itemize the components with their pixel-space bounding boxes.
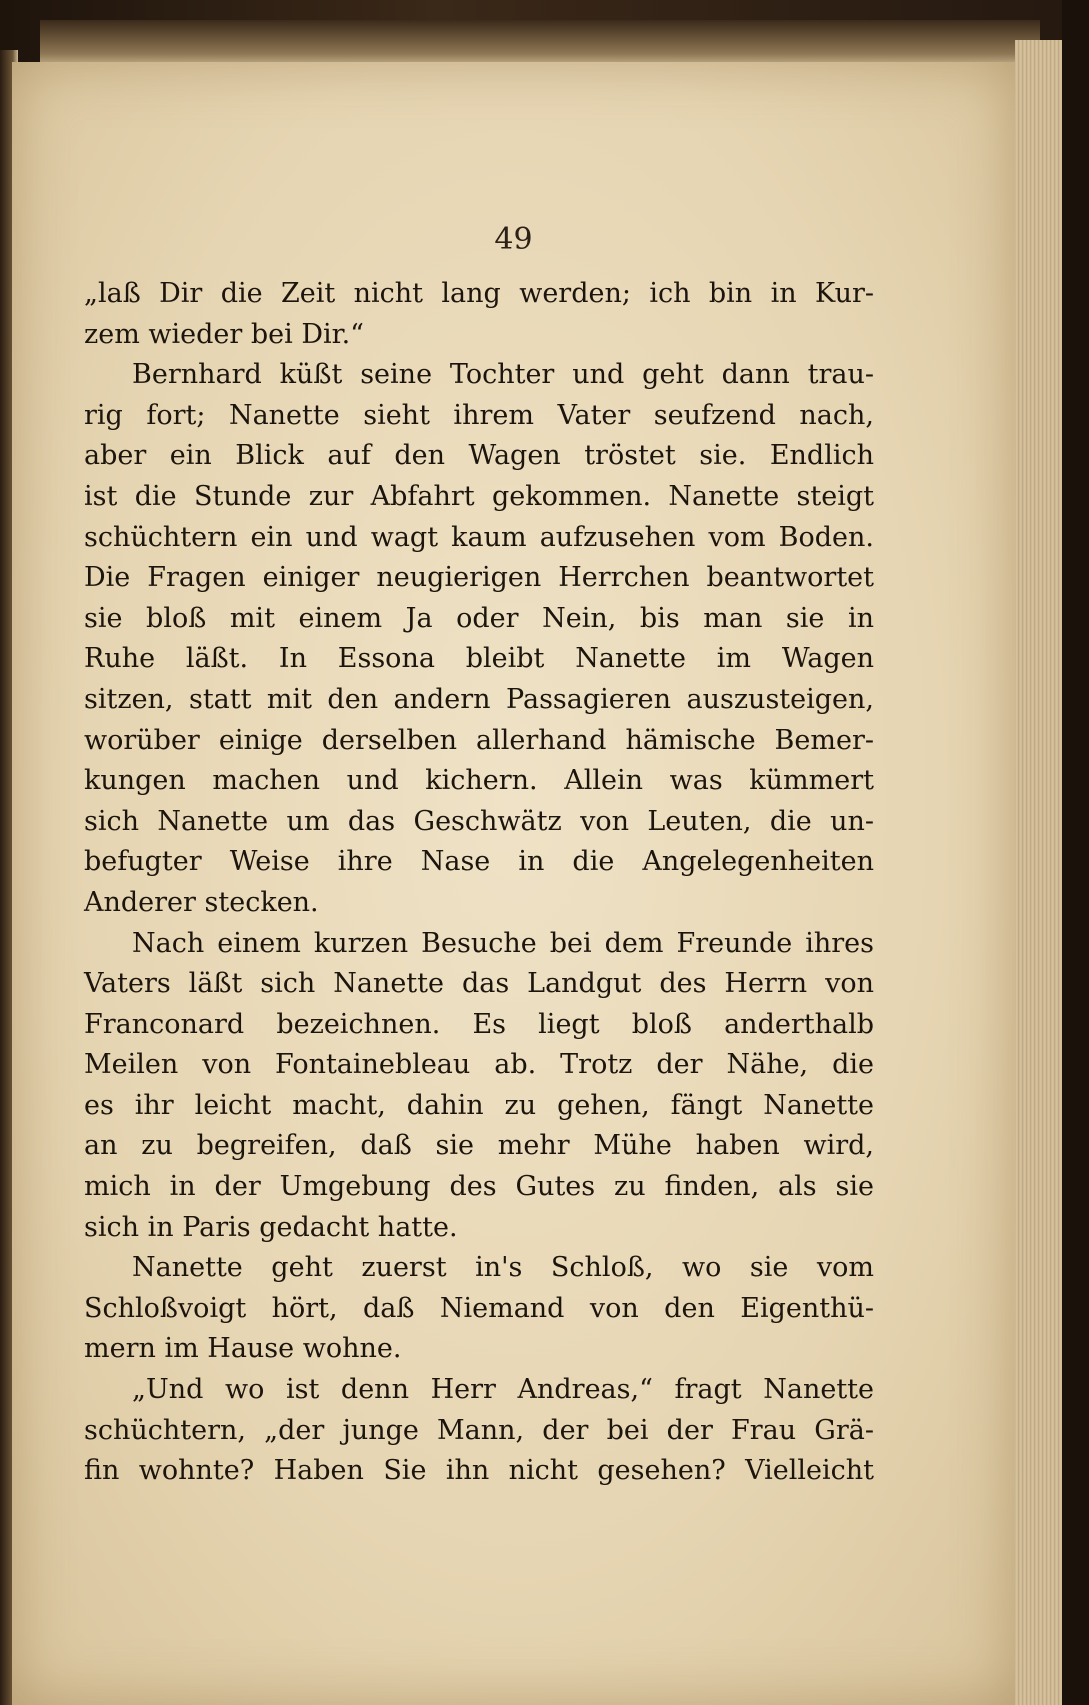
text-line: Schloßvoigt hört, daß Niemand von den Eigenthü- [84,1292,874,1324]
book-page [12,62,1015,1705]
text-line: mich in der Umgebung des Gutes zu finden, als sie [84,1171,874,1203]
page-number: 49 [494,222,533,257]
page-text [84,274,874,1492]
text-line: es ihr leicht macht, dahin zu gehen, fängt Nanette [84,1089,874,1121]
text-line: sie bloß mit einem Ja oder Nein, bis man sie in [84,602,874,634]
text-line: Ruhe läßt. In Essona bleibt Nanette im Wagen [84,643,874,675]
text-line: „laß Dir die Zeit nicht lang werden; ich bin in Kur- [84,278,874,309]
book-top-edge [40,20,1040,68]
book-spine-shadow [1062,0,1089,1705]
text-line: Franconard bezeichnen. Es liegt bloß anderthalb [84,1008,874,1040]
text-line: Vaters läßt sich Nanette das Landgut des Herrn von [84,968,874,1000]
text-line: Meilen von Fontainebleau ab. Trotz der Nähe, die [84,1049,874,1081]
text-line: „Und wo ist denn Herr Andreas,“ fragt Nanette [132,1374,874,1406]
text-line: worüber einige derselben allerhand hämische Bemer- [84,724,874,756]
text-line: an zu begreifen, daß sie mehr Mühe haben wird, [84,1130,874,1162]
text-line: sich in Paris gedacht hatte. [84,1211,458,1243]
text-line: schüchtern ein und wagt kaum aufzusehen vom Boden. [84,521,874,553]
text-line: schüchtern, „der junge Mann, der bei der Frau Grä- [84,1414,874,1446]
text-line: Nach einem kurzen Besuche bei dem Freunde ihres [132,927,874,959]
text-line: Die Fragen einiger neugierigen Herrchen beantwortet [84,562,874,594]
text-line: sitzen, statt mit den andern Passagieren auszusteigen, [84,683,874,715]
text-line: Nanette geht zuerst in's Schloß, wo sie vom [132,1252,874,1284]
text-line: Bernhard küßt seine Tochter und geht dann trau- [132,359,874,391]
text-line: befugter Weise ihre Nase in die Angelegenheiten [84,846,874,878]
text-line: kungen machen und kichern. Allein was kümmert [84,765,874,797]
text-line: rig fort; Nanette sieht ihrem Vater seufzend nach, [84,399,874,431]
text-line: aber ein Blick auf den Wagen tröstet sie. Endlich [84,440,874,472]
text-line: ist die Stunde zur Abfahrt gekommen. Nanette steigt [84,480,874,512]
text-line: Anderer stecken. [84,886,319,918]
text-line: zem wieder bei Dir.“ [84,318,364,350]
text-line: fin wohnte? Haben Sie ihn nicht gesehen? Vielleicht [84,1455,874,1487]
text-line: sich Nanette um das Geschwätz von Leuten, die un- [84,805,874,837]
text-line: mern im Hause wohne. [84,1333,402,1365]
